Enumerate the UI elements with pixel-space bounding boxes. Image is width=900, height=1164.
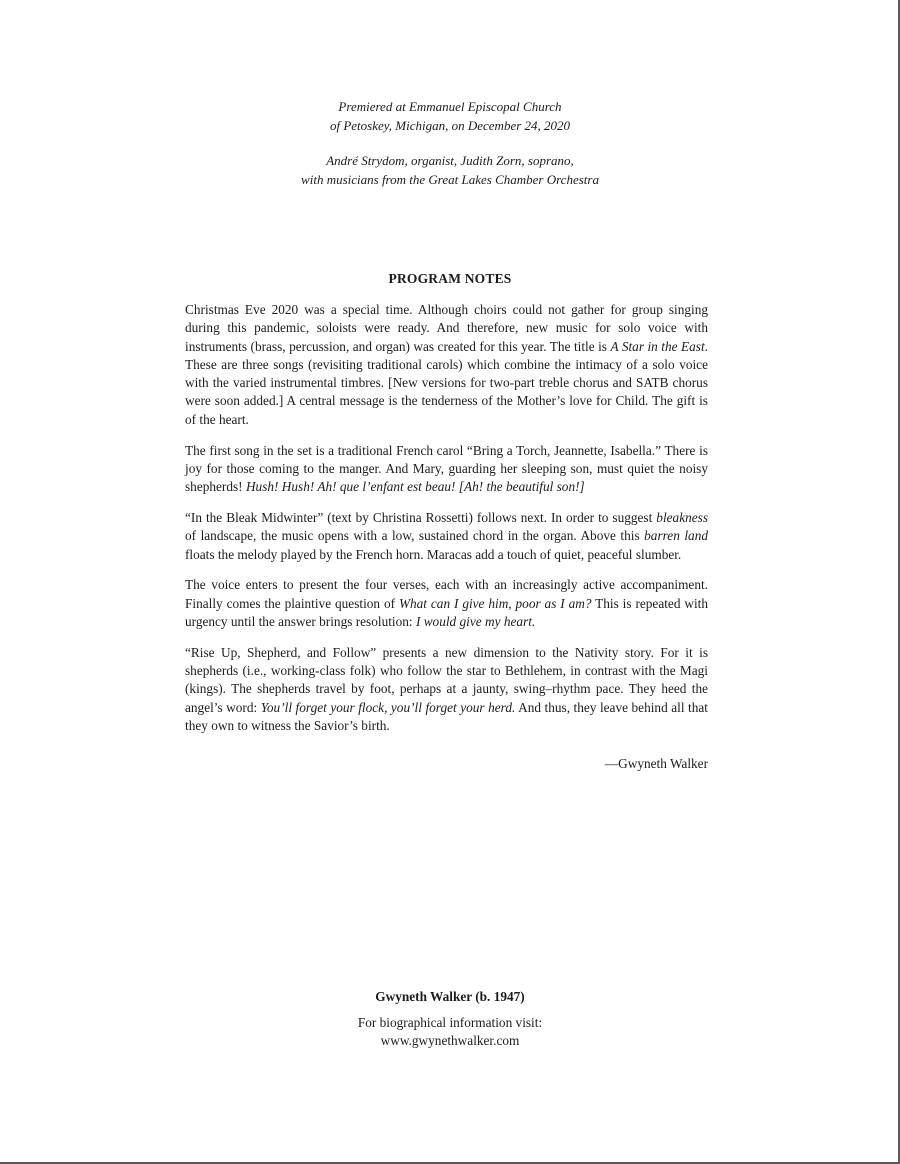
p1-work-title: A Star in the East	[610, 338, 705, 354]
p2-text-a: The first song in the set is a traditional French carol “Bring a Torch, Jeannette, Isabella.” There is joy for those coming to the manger. And Mary, guarding her sleeping son, must quiet the noisy shepherds!	[185, 442, 708, 495]
p3-text-b: of landscape, the music opens with a low, sustained chord in the organ. Above this	[185, 528, 645, 544]
p4-emphasis-1: What can I give him, poor as I am?	[398, 595, 592, 611]
program-notes-heading: PROGRAM NOTES	[388, 271, 512, 286]
composer-name: Gwyneth Walker (b. 1947)	[375, 989, 525, 1004]
premiere-line-1: Premiered at Emmanuel Episcopal Church	[338, 99, 562, 114]
program-notes-body	[185, 301, 708, 748]
notes-paragraph-2	[185, 442, 708, 497]
p4-text-a: The voice enters to present the four verses, each with an increasingly active accompaniment. Finally comes the plaintive question of	[185, 577, 708, 611]
performers-line-1: André Strydom, organist, Judith Zorn, soprano,	[326, 153, 574, 168]
p3-text-a: “In the Bleak Midwinter” (text by Christina Rossetti) follows next. In order to suggest	[185, 509, 657, 525]
p2-quote: Hush! Hush! Ah! que l’enfant est beau! [Ah! the beautiful son!]	[245, 479, 585, 495]
performers-info	[0, 151, 900, 189]
composer-bio	[0, 1014, 900, 1050]
p5-text-a: “Rise Up, Shepherd, and Follow” presents a new dimension to the Nativity story. For it is shepherds (i.e., working-class folk) who follow the star to Bethlehem, in contrast with the Magi (kings). The shepherds travel by foot, perhaps at a jaunty, swing–rhythm pace. They heed the angel’s word:	[185, 644, 708, 715]
notes-paragraph-1	[185, 301, 708, 429]
notes-paragraph-5	[185, 644, 708, 735]
p3-text-c: floats the melody played by the French horn. Maracas add a touch of quiet, peaceful slumber.	[185, 546, 682, 562]
bio-line-1: For biographical information visit:	[357, 1015, 543, 1030]
p4-text-b: This is repeated with urgency until the answer brings resolution:	[185, 595, 709, 629]
website-link: www.gwynethwalker.com	[380, 1033, 520, 1048]
p5-emphasis-1: You’ll forget your flock, you’ll forget your herd.	[260, 699, 516, 715]
p1-text-a: Christmas Eve 2020 was a special time. Although choirs could not gather for group singing during this pandemic, soloists were ready. And therefore, new music for solo voice with instruments (brass, percussion, and organ) was created for this year. The title is	[185, 302, 708, 354]
p5-text-b: And thus, they leave behind all that they own to witness the Savior’s birth.	[185, 699, 708, 733]
author-signature: —Gwyneth Walker	[604, 756, 708, 771]
premiere-line-2: of Petoskey, Michigan, on December 24, 2020	[329, 118, 571, 133]
performers-line-2: with musicians from the Great Lakes Chamber Orchestra	[301, 172, 599, 187]
p4-emphasis-2: I would give my heart.	[415, 613, 536, 629]
premiere-info	[0, 97, 900, 135]
notes-paragraph-3	[185, 509, 708, 564]
p3-emphasis-1: bleakness	[656, 509, 708, 525]
notes-paragraph-4	[185, 576, 708, 631]
p1-text-b: . These are three songs (revisiting traditional carols) which combine the intimacy of a solo voice with the varied instrumental timbres. [New versions for two-part treble chorus and SATB chorus were soon added.] A central message is the tenderness of the Mother’s love for Child. The gift is of the heart.	[185, 338, 708, 427]
p3-emphasis-2: barren land	[644, 528, 708, 544]
